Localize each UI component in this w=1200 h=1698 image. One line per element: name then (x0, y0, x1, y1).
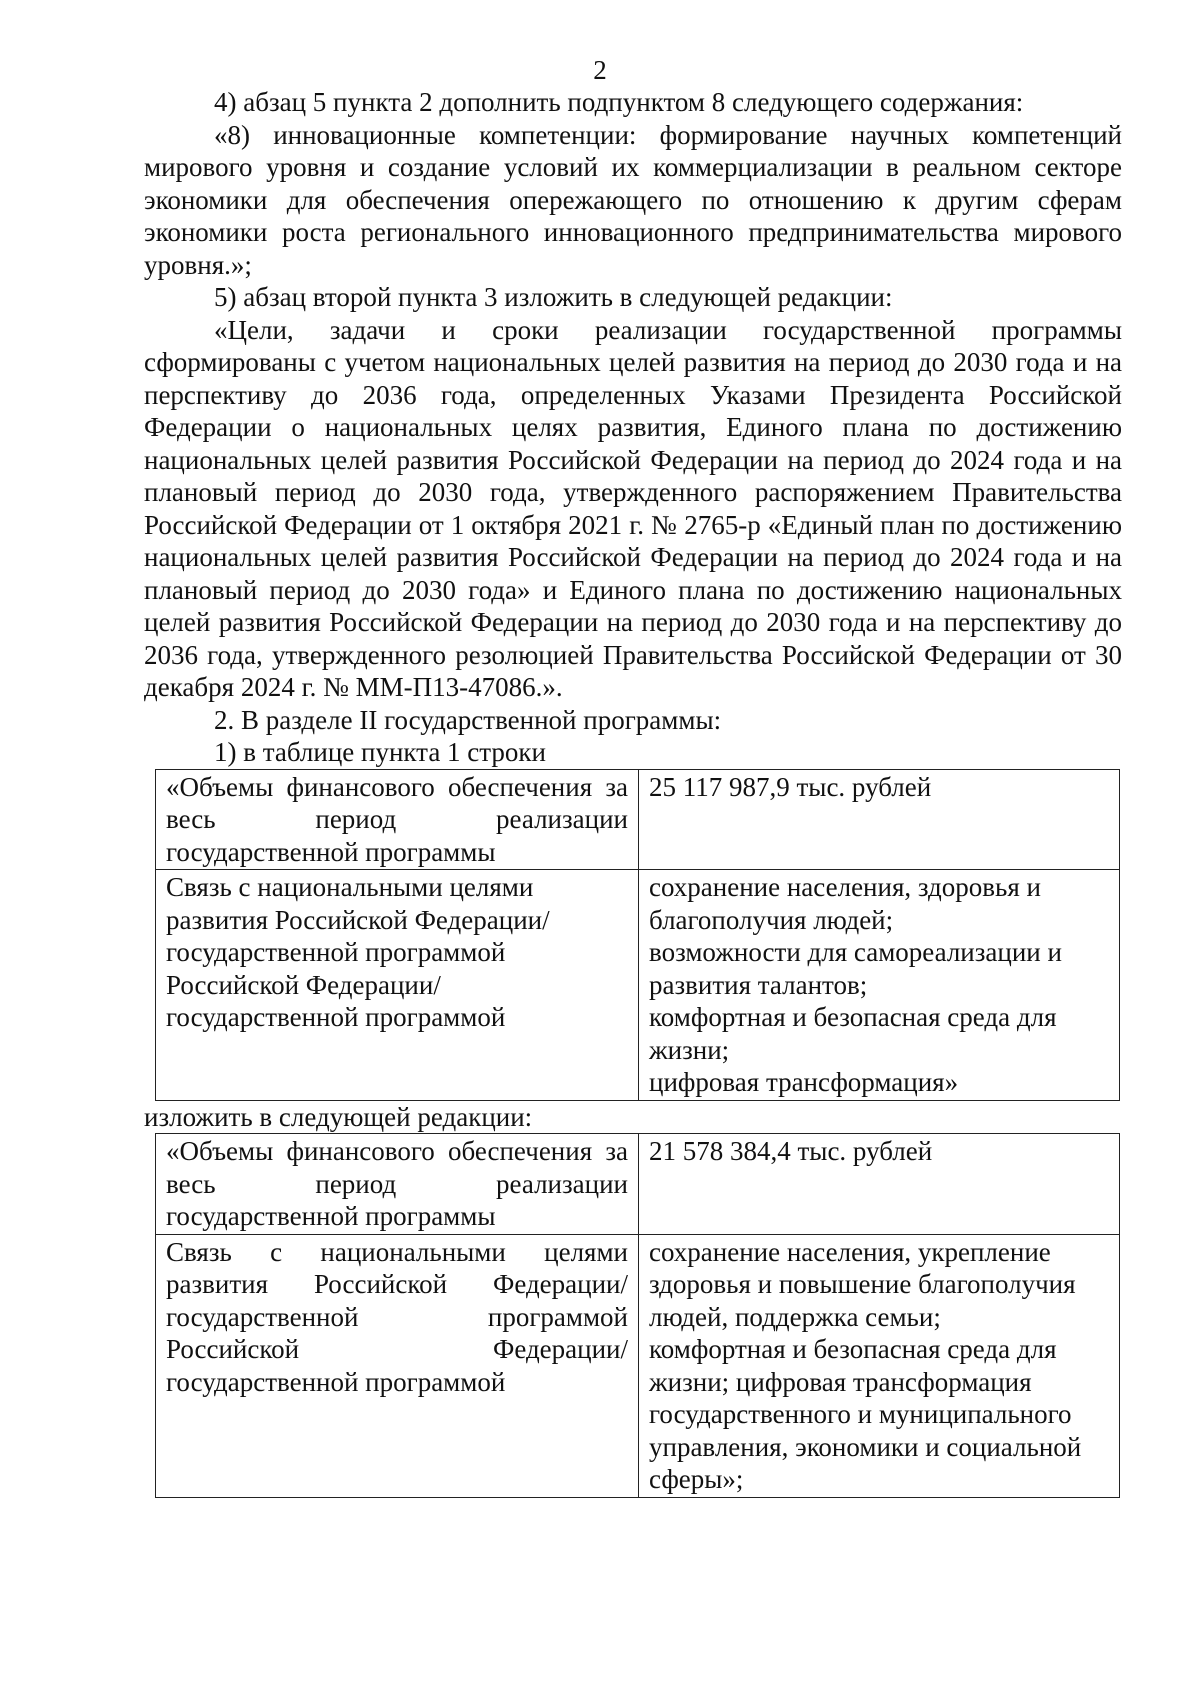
new-goals-link-value: сохранение населения, укрепление здоровья и повышение благополучия людей, поддержка семьи; комфортная и безопасная среда для жизни; цифровая трансформация государственного и муниципального управления, экономики и социальной сферы»; (639, 1234, 1120, 1497)
table-row (156, 870, 1120, 1101)
paragraph-amendment-4: 4) абзац 5 пункта 2 дополнить подпунктом 8 следующего содержания: (214, 87, 1024, 117)
old-funding-value: 25 117 987,9 тыс. рублей (639, 769, 1120, 870)
paragraph-section-2: 2. В разделе II государственной программы: (214, 704, 722, 735)
page-number: 2 (593, 55, 607, 85)
new-funding-value: 21 578 384,4 тыс. рублей (639, 1134, 1120, 1235)
new-table (155, 1133, 1120, 1498)
old-table (155, 769, 1120, 1101)
old-goals-link-label: Связь с национальными целями развития Российской Федерации/ государственной программой Российской Федерации/ государственной программой (156, 870, 639, 1101)
new-goals-link-label: Связь с национальными целями развития Российской Федерации/ государственной программой Российской Федерации/ государственной программой (156, 1234, 639, 1497)
new-funding-label: «Объемы финансового обеспечения за весь период реализации государственной программы (156, 1134, 639, 1235)
paragraph-new-edition: изложить в следующей редакции: (144, 1101, 533, 1132)
paragraph-goals-and-objectives: «Цели, задачи и сроки реализации государственной программы сформированы с учетом национальных целей развития на период до 2030 года и на перспективу до 2036 года, определенных Указами Президента Российской Федерации о национальных целях развития, Единого плана по достижению национальных целей развития Российской Федерации на период до 2024 года и на плановый период до 2030 года, утвержденного распоряжением Правительства Российской Федерации от 1 октября 2021 г. № 2765-р «Единый план по достижению национальных целей развития Российской Федерации на период до 2024 года и на плановый период до 2030 года» и Единого плана по достижению национальных целей развития Российской Федерации на период до 2030 года и на перспективу до 2036 года, утвержденного резолюцией Правительства Российской Федерации от 30 декабря 2024 г. № ММ-П13-47086.». (144, 314, 1122, 702)
paragraph-innovation-competencies: «8) инновационные компетенции: формирование научных компетенций мирового уровня и создание условий их коммерциализации в реальном секторе экономики для обеспечения опережающего по отношению к другим сферам экономики роста регионального инновационного предпринимательства мирового уровня.»; (144, 119, 1122, 280)
paragraph-table-rows-intro: 1) в таблице пункта 1 строки (214, 737, 546, 767)
old-goals-link-value: сохранение населения, здоровья и благополучия людей; возможности для самореализации и развития талантов; комфортная и безопасная среда для жизни; цифровая трансформация» (639, 870, 1120, 1101)
table-row (156, 1134, 1120, 1235)
old-funding-label: «Объемы финансового обеспечения за весь период реализации государственной программы (156, 769, 639, 870)
document-body (144, 86, 1122, 1498)
table-row (156, 769, 1120, 870)
table-row (156, 1234, 1120, 1497)
paragraph-amendment-5: 5) абзац второй пункта 3 изложить в следующей редакции: (214, 282, 893, 312)
